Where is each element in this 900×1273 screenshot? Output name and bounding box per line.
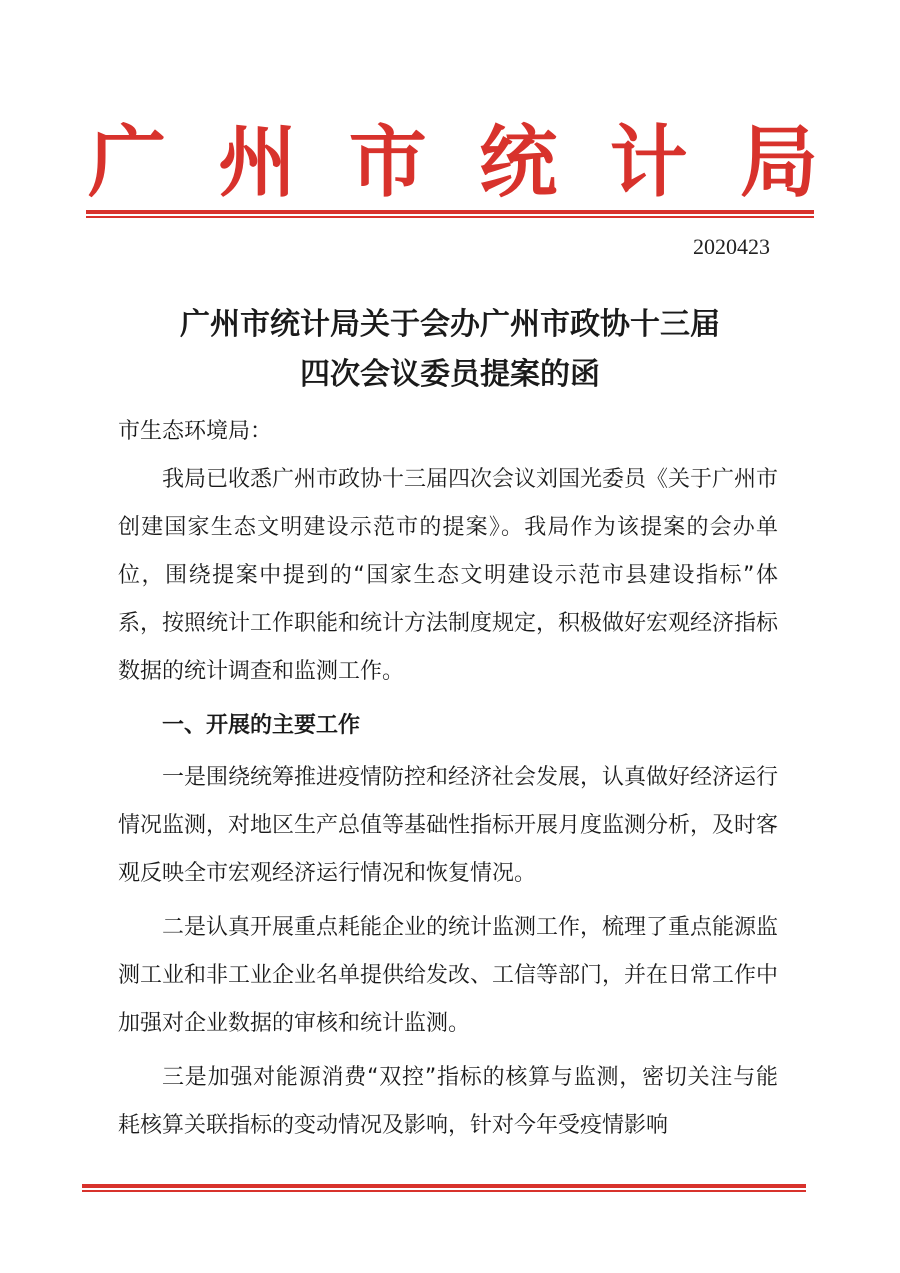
masthead-char: 市 bbox=[348, 117, 427, 208]
intro-paragraph: 我局已收悉广州市政协十三届四次会议刘国光委员《关于广州市创建国家生态文明建设示范市的提案》。我局作为该提案的会办单位，围绕提案中提到的“国家生态文明建设示范市县建设指标”体系，按照统计工作职能和统计方法制度规定，积极做好宏观经济指标数据的统计调查和监测工作。 bbox=[118, 467, 779, 684]
title-line-2: 四次会议委员提案的函 bbox=[300, 357, 600, 392]
work-item-1: 一是围绕统筹推进疫情防控和经济社会发展，认真做好经济运行情况监测，对地区生产总值等基础性指标开展月度监测分析，及时客观反映全市宏观经济运行情况和恢复情况。 bbox=[118, 765, 779, 886]
masthead-char: 广 bbox=[88, 117, 167, 208]
document-number: 2020423 bbox=[693, 234, 770, 259]
section-heading: 一、开展的主要工作 bbox=[162, 713, 361, 738]
masthead-char: 计 bbox=[609, 117, 688, 208]
masthead-char: 统 bbox=[479, 117, 558, 208]
work-item-2: 二是认真开展重点耗能企业的统计监测工作，梳理了重点能源监测工业和非工业企业名单提供给发改、工信等部门，并在日常工作中加强对企业数据的审核和统计监测。 bbox=[118, 915, 779, 1036]
document-title bbox=[0, 300, 900, 400]
work-item-3: 三是加强对能源消费“双控”指标的核算与监测，密切关注与能耗核算关联指标的变动情况及影响，针对今年受疫情影响 bbox=[118, 1065, 778, 1138]
document-body bbox=[118, 408, 778, 1150]
title-line-1: 广州市统计局关于会办广州市政协十三届 bbox=[180, 307, 720, 342]
salutation: 市生态环境局： bbox=[118, 419, 273, 444]
header-divider bbox=[86, 210, 814, 218]
footer-divider bbox=[82, 1184, 806, 1192]
agency-masthead bbox=[88, 118, 818, 208]
masthead-char: 州 bbox=[218, 117, 297, 208]
masthead-char: 局 bbox=[739, 117, 818, 208]
